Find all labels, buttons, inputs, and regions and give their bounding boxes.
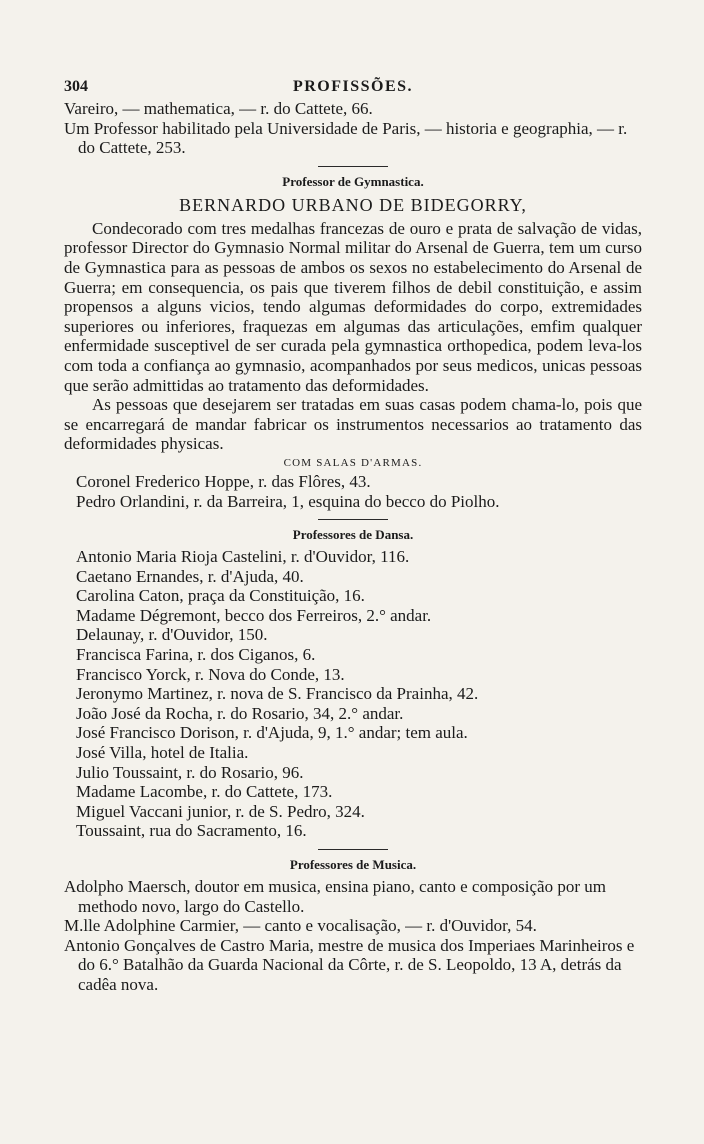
fencing-list (64, 472, 642, 511)
list-item: José Villa, hotel de Italia. (76, 743, 249, 763)
gymnastics-paragraph: Condecorado com tres medalhas francezas de ouro e prata de salvação de vidas, professor Director do Gymnasio Normal militar do Arsenal de Guerra, tem um curso de Gymnastica para as pessoas de ambos os sexos no estabelecimento do Arsenal de Guerra; em consequencia, os pais que tiverem filhos de debil constituição, e assim propensos a alguns vicios, tendo algumas deformidades do corpo, extremidades superiores ou inferiores, fraquezas em algumas das articulações, emfim qualquer enfermidade susceptivel de ser curada pela gymnastica orthopedica, podem leva-los com toda a confiança ao gymnasio, acompanhados por seus medicos, unicas pessoas que serão admittidas ao tratamento das deformidades. (64, 218, 642, 395)
section-divider (318, 519, 388, 520)
list-item: Francisco Yorck, r. Nova do Conde, 13. (76, 664, 345, 684)
dance-list (64, 547, 642, 841)
list-item: Jeronymo Martinez, r. nova de S. Francisco da Prainha, 42. (76, 684, 479, 704)
fencing-subheading: COM SALAS D'ARMAS. (283, 456, 423, 469)
top-entry: Um Professor habilitado pela Universidade de Paris, — historia e geographia, — r. do Cattete, 253. (64, 118, 628, 158)
dance-heading: Professores de Dansa. (292, 527, 414, 543)
list-item: Julio Toussaint, r. do Rosario, 96. (76, 762, 304, 782)
page-number: 304 (64, 78, 88, 95)
list-item: José Francisco Dorison, r. d'Ajuda, 9, 1.° andar; tem aula. (76, 723, 468, 743)
music-heading: Professores de Musica. (289, 857, 417, 872)
top-entry: Vareiro, — mathematica, — r. do Cattete, 66. (64, 99, 373, 118)
list-item: Antonio Maria Rioja Castelini, r. d'Ouvidor, 116. (76, 547, 410, 567)
section-divider (318, 166, 388, 167)
list-item: Antonio Gonçalves de Castro Maria, mestre de musica dos Imperiaes Marinheiros e do 6.° Batalhão da Guarda Nacional da Côrte, r. de S. Leopoldo, 13 A, detrás da cadêa nova. (64, 935, 635, 994)
gymnastics-heading: Professor de Gymnastica. (282, 173, 424, 189)
gymnastics-paragraph: As pessoas que desejarem ser tratadas em suas casas podem chama-lo, pois que se encarregará de mandar fabricar os instrumentos necessarios ao tratamento das deformidades physicas. (64, 395, 642, 454)
list-item: Caetano Ernandes, r. d'Ajuda, 40. (76, 566, 304, 586)
list-item: Pedro Orlandini, r. da Barreira, 1, esquina do becco do Piolho. (76, 491, 500, 511)
list-item: Coronel Frederico Hoppe, r. das Flôres, 43. (76, 471, 371, 491)
section-divider (318, 849, 388, 850)
page-text (64, 77, 642, 995)
list-item: João José da Rocha, r. do Rosario, 34, 2.° andar. (76, 703, 404, 723)
list-item: Miguel Vaccani junior, r. de S. Pedro, 324. (76, 801, 365, 821)
running-title: PROFISSÕES. (292, 78, 414, 95)
list-item: Francisca Farina, r. dos Ciganos, 6. (76, 645, 316, 665)
list-item: Madame Lacombe, r. do Cattete, 173. (76, 782, 333, 802)
list-item: Adolpho Maersch, doutor em musica, ensina piano, canto e composição por um methodo novo, largo do Castello. (64, 877, 606, 916)
list-item: Madame Dégremont, becco dos Ferreiros, 2.° andar. (76, 605, 432, 625)
list-item: Delaunay, r. d'Ouvidor, 150. (76, 625, 268, 645)
list-item: Carolina Caton, praça da Constituição, 16. (76, 586, 365, 606)
gymnastics-name: BERNARDO URBANO DE BIDEGORRY, (179, 194, 527, 215)
page-header (64, 77, 642, 99)
list-item: Toussaint, rua do Sacramento, 16. (76, 821, 307, 841)
list-item: M.lle Adolphine Carmier, — canto e vocalisação, — r. d'Ouvidor, 54. (64, 916, 537, 936)
